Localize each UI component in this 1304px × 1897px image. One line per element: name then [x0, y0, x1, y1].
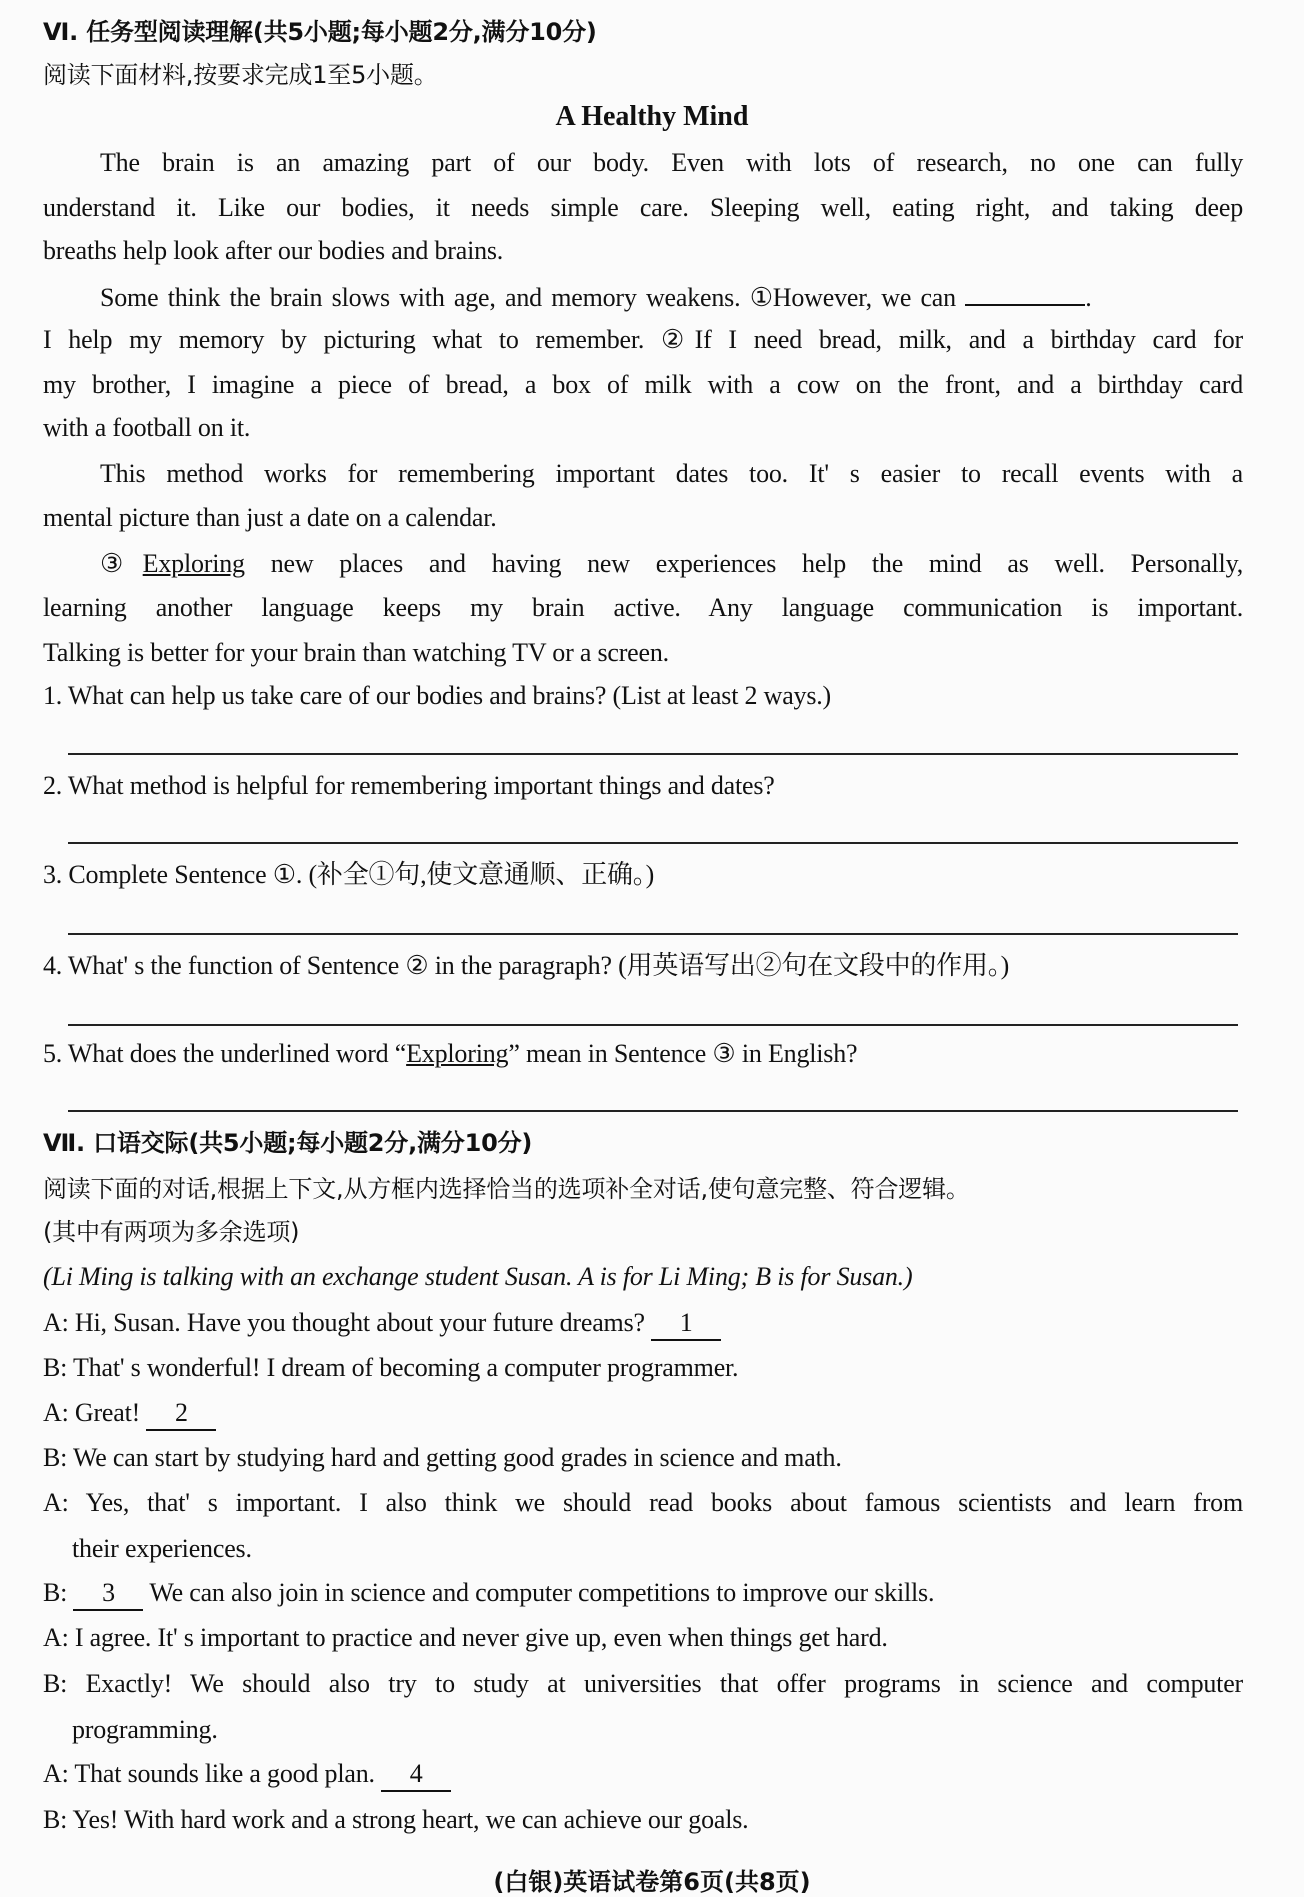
- dialogue-line: programming.: [72, 1715, 218, 1744]
- paragraph-1-line: breaths help look after our bodies and brains.: [43, 236, 504, 265]
- q5-text: ” mean in Sentence ③ in English?: [508, 1039, 858, 1068]
- paragraph-4-line: Talking is better for your brain than watching TV or a screen.: [43, 638, 669, 667]
- paragraph-2-line: with a football on it.: [43, 413, 251, 442]
- dialogue-line: A: I agree. It' s important to practice and never give up, even when things get hard.: [43, 1623, 888, 1652]
- dialogue-line: [43, 1577, 1243, 1611]
- dialogue-line: [43, 1758, 1243, 1792]
- dialogue-line: their experiences.: [72, 1534, 252, 1563]
- q5-text: 5. What does the underlined word “: [43, 1039, 407, 1068]
- circle-3: ③: [100, 549, 143, 578]
- answer-line-4[interactable]: [68, 1024, 1238, 1026]
- question-5: [43, 1038, 1243, 1070]
- section-7-instruction: 阅读下面的对话,根据上下文,从方框内选择恰当的选项补全对话,使句意完整、符合逻辑。: [43, 1175, 970, 1203]
- paragraph-2-line: [100, 280, 1243, 314]
- blank-3[interactable]: 3: [73, 1577, 143, 1611]
- period: .: [1085, 283, 1092, 312]
- dialogue-line: B: We can start by studying hard and getting good grades in science and math.: [43, 1443, 842, 1472]
- blank-4[interactable]: 4: [381, 1758, 451, 1792]
- dialogue-line: B: That' s wonderful! I dream of becoming a computer programmer.: [43, 1353, 739, 1382]
- dialogue-text: A: Great!: [43, 1398, 141, 1427]
- section-7-header: Ⅶ. 口语交际(共5小题;每小题2分,满分10分): [43, 1129, 533, 1157]
- paragraph-2-line: I help my memory by picturing what to remember. ②If I need bread, milk, and a birthday card for: [43, 325, 1243, 354]
- dialogue-line: A: Yes, that' s important. I also think we should read books about famous scientists and learn from: [43, 1488, 1243, 1517]
- paragraph-1-line: understand it. Like our bodies, it needs simple care. Sleeping well, eating right, and taking deep: [43, 193, 1243, 222]
- paragraph-2-text: Some think the brain slows with age, and memory weakens. ①However, we can: [100, 283, 956, 312]
- speaker: B:: [43, 1578, 68, 1607]
- section-6-instruction: 阅读下面材料,按要求完成1至5小题。: [43, 61, 438, 89]
- dialogue-context: (Li Ming is talking with an exchange student Susan. A is for Li Ming; B is for Susan.): [43, 1262, 913, 1291]
- page-footer: (白银)英语试卷第6页(共8页): [493, 1868, 811, 1896]
- paragraph-4-text: new places and having new experiences help the mind as well. Personally,: [244, 549, 1243, 578]
- paragraph-1-line: The brain is an amazing part of our body. Even with lots of research, no one can fully: [100, 148, 1243, 177]
- sentence-1-blank: [965, 280, 1085, 306]
- dialogue-text: A: Hi, Susan. Have you thought about your future dreams?: [43, 1308, 645, 1337]
- dialogue-line: [43, 1307, 1243, 1341]
- dialogue-line: B: Yes! With hard work and a strong heart, we can achieve our goals.: [43, 1805, 749, 1834]
- dialogue-text: We can also join in science and computer competitions to improve our skills.: [149, 1578, 935, 1607]
- question-1: 1. What can help us take care of our bodies and brains? (List at least 2 ways.): [43, 681, 832, 710]
- answer-line-3[interactable]: [68, 933, 1238, 935]
- answer-line-2[interactable]: [68, 842, 1238, 844]
- dialogue-line: B: Exactly! We should also try to study at universities that offer programs in science and computer: [43, 1669, 1243, 1698]
- paragraph-2-line: my brother, I imagine a piece of bread, a box of milk with a cow on the front, and a birthday card: [43, 370, 1243, 399]
- section-6-header: Ⅵ. 任务型阅读理解(共5小题;每小题2分,满分10分): [43, 18, 597, 46]
- blank-1[interactable]: 1: [651, 1307, 721, 1341]
- paragraph-4-line: learning another language keeps my brain active. Any language communication is important.: [43, 593, 1243, 622]
- dialogue-line: [43, 1397, 1243, 1431]
- section-7-instruction-note: (其中有两项为多余选项): [43, 1218, 300, 1246]
- passage-title: A Healthy Mind: [555, 101, 749, 132]
- question-2: 2. What method is helpful for remembering important things and dates?: [43, 771, 775, 800]
- dialogue-text: A: That sounds like a good plan.: [43, 1759, 375, 1788]
- paragraph-3-line: This method works for remembering important dates too. It' s easier to recall events with a: [100, 459, 1243, 488]
- answer-line-5[interactable]: [68, 1110, 1238, 1112]
- blank-2[interactable]: 2: [146, 1397, 216, 1431]
- question-3: 3. Complete Sentence ①. (补全①句,使文意通顺、正确。): [43, 860, 655, 889]
- answer-line-1[interactable]: [68, 753, 1238, 755]
- underlined-word: Exploring: [142, 549, 245, 578]
- q5-underlined-word: Exploring: [406, 1039, 509, 1068]
- question-4: 4. What' s the function of Sentence ② in the paragraph? (用英语写出②句在文段中的作用。): [43, 951, 1010, 980]
- paragraph-4-line: [100, 548, 1243, 580]
- paragraph-3-line: mental picture than just a date on a calendar.: [43, 503, 497, 532]
